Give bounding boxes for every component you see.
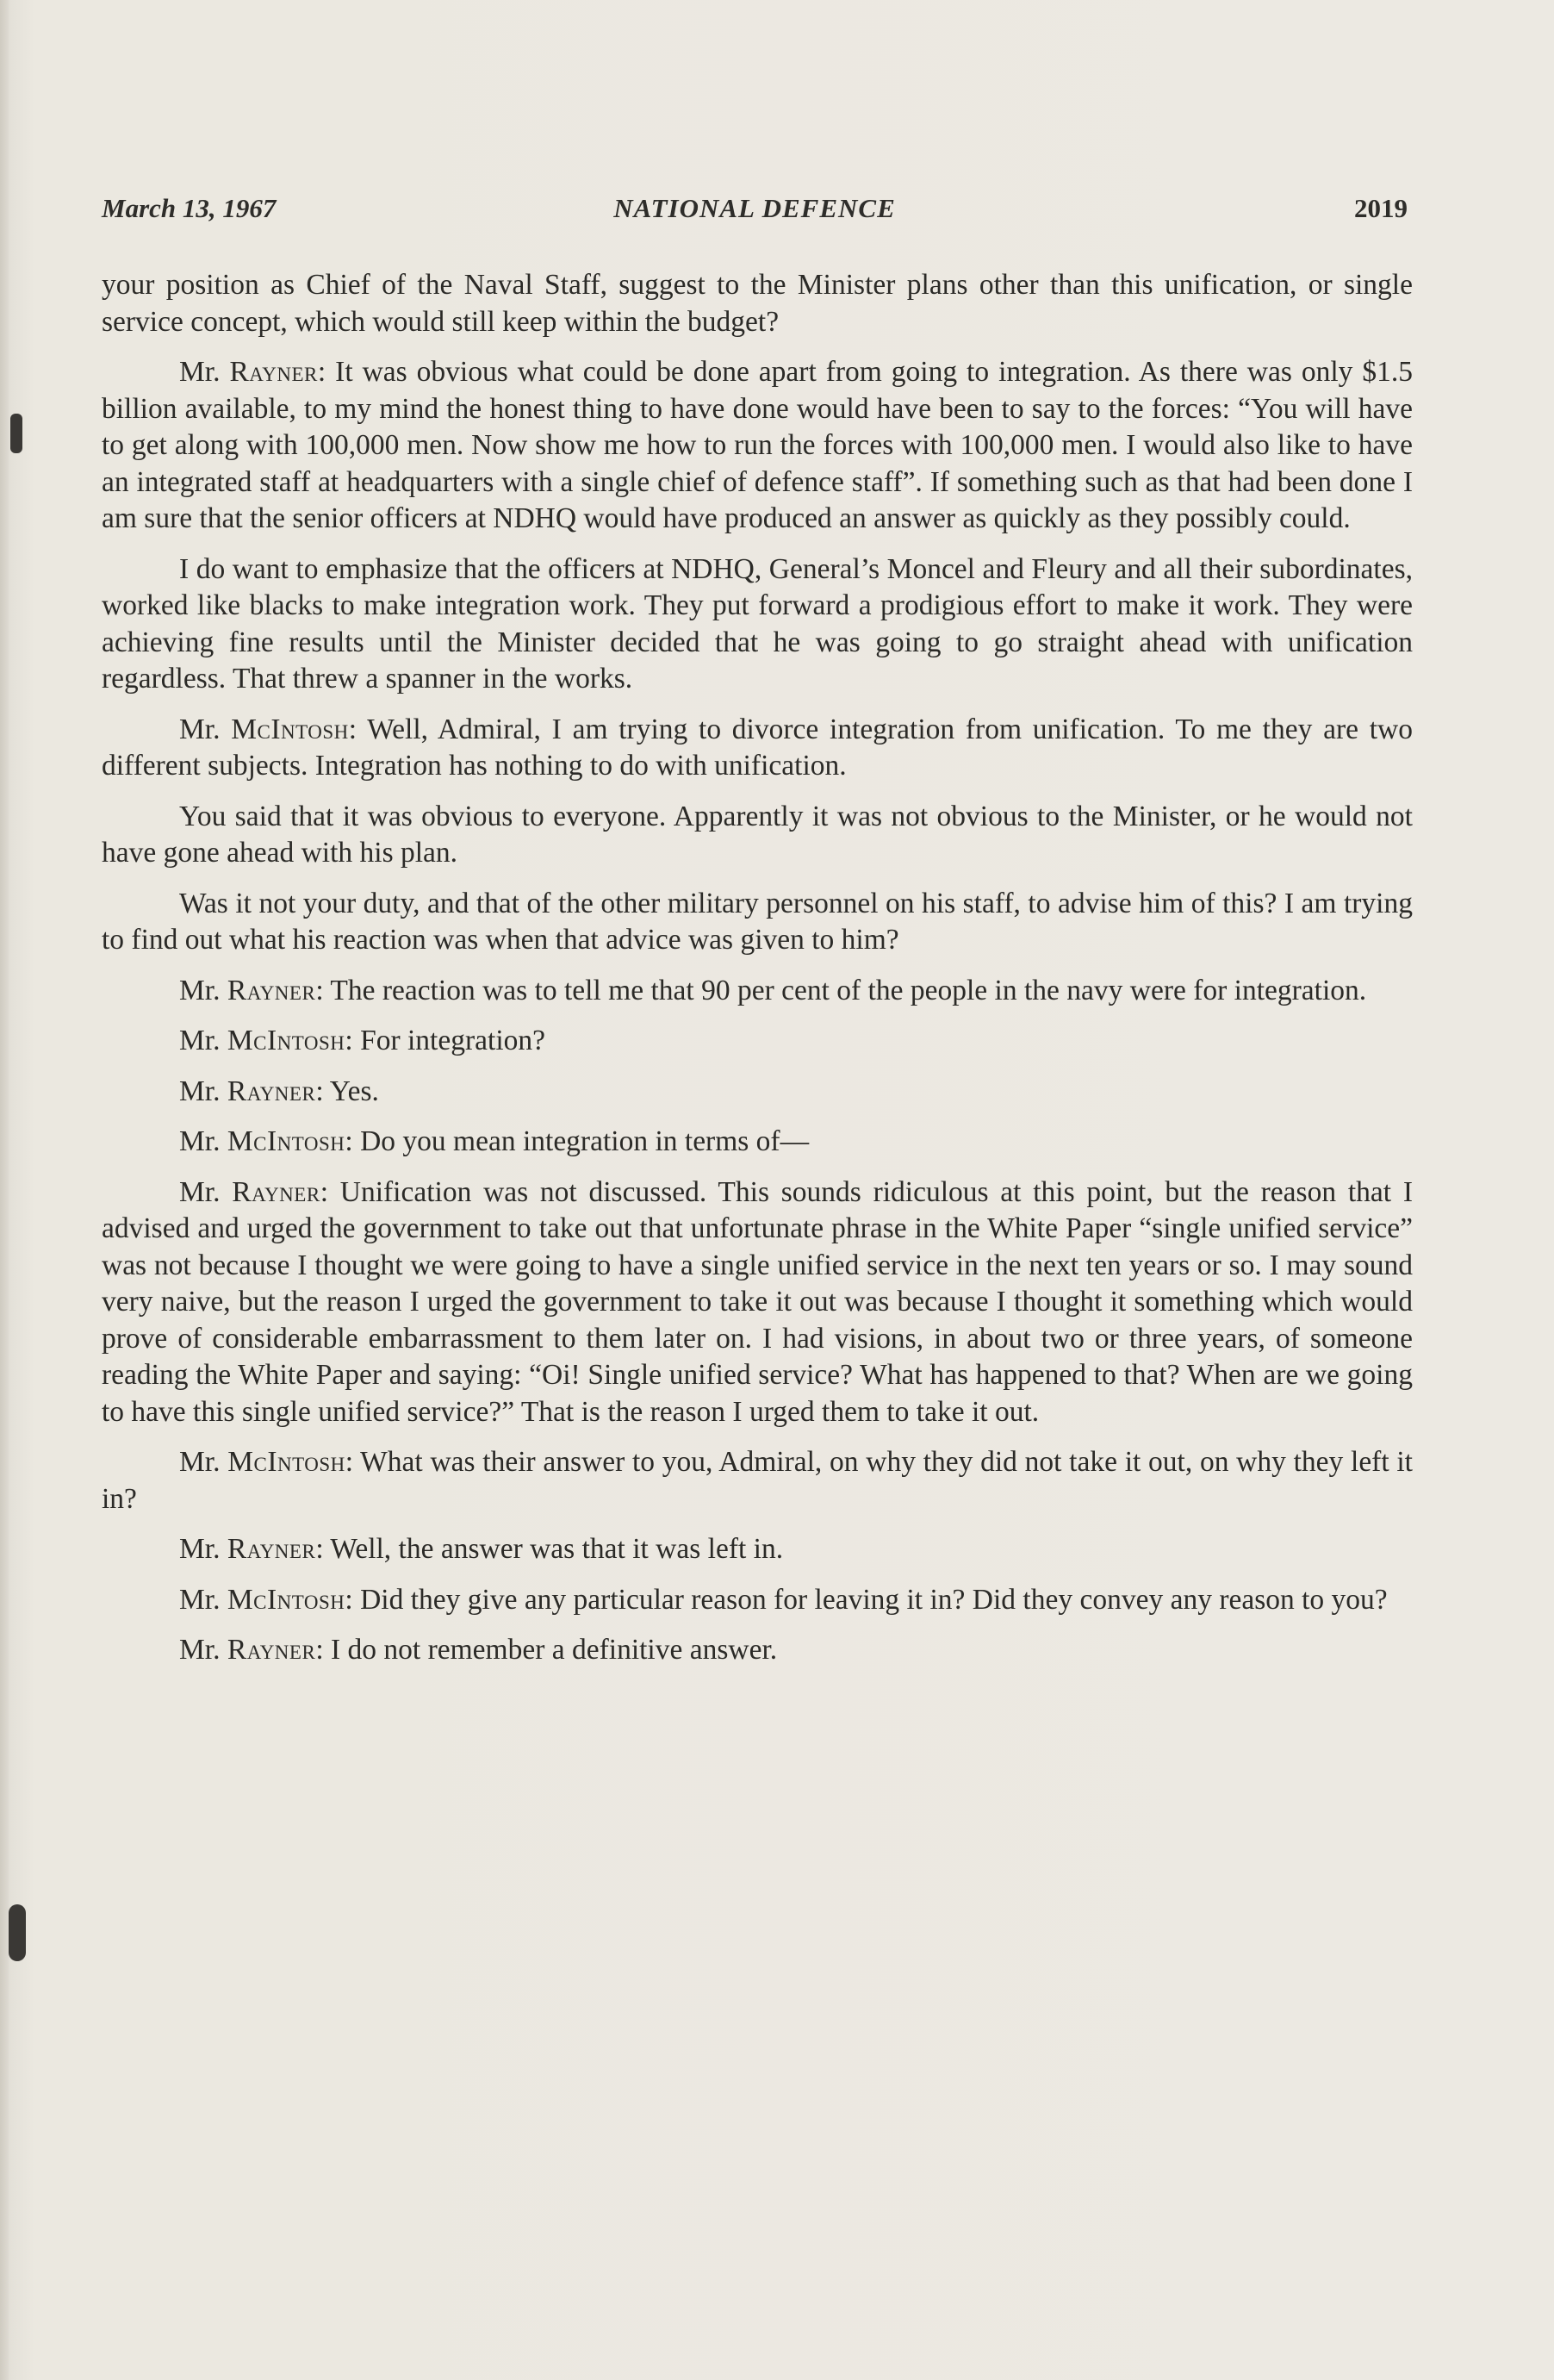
paragraph xyxy=(102,1632,1413,1669)
paragraph xyxy=(102,1444,1413,1517)
paragraph xyxy=(102,1531,1413,1568)
speaker-name: McIntosh xyxy=(227,1583,345,1616)
paragraph-text: : I do not remember a definitive answer. xyxy=(315,1634,778,1666)
speaker-name: Rayner xyxy=(229,356,318,388)
paragraph xyxy=(102,354,1413,538)
speaker-title: Mr. xyxy=(179,713,232,745)
header-title: NATIONAL DEFENCE xyxy=(613,193,896,223)
paragraph-text: I do want to emphasize that the officers at NDHQ, General’s Moncel and Fleury and all their subordinates, worked like blacks to make integration work. They put forward a prodigious effort to make it work. They were achieving fine results until the Minister decided that he was going to go straight ahead with unification regardless. That threw a spanner in the works. xyxy=(102,552,1413,695)
running-head xyxy=(102,193,1408,227)
paragraph-text: : Unification was not discussed. This sounds ridiculous at this point, but the reason that I advised and urged the government to take out that unfortunate phrase in the White Paper “single unified service” was not because I thought we were going to have a single unified service in the next ten years or so. I may sound very naive, but the reason I urged the government to take it out was because I thought it something which would prove of considerable embarrassment to them later on. I had visions, in about two or three years, of someone reading the White Paper and saying: “Oi! Single unified service? What has happened to that? When are we going to have this single unified service?” That is the reason I urged them to take it out. xyxy=(102,1175,1413,1428)
paragraph-text: : Yes. xyxy=(315,1075,379,1107)
paragraph-text: : For integration? xyxy=(345,1025,545,1056)
paragraph-text: : What was their answer to you, Admiral, on why they did not take it out, on why they left it in? xyxy=(102,1446,1413,1515)
speaker-name: Rayner xyxy=(227,1634,316,1666)
paragraph-text: : It was obvious what could be done apart from going to integration. As there was only $1.5 billion available, to my mind the honest thing to have done would have been to say to the forces: “You will have to get along with 100,000 men. Now show me how to run the forces with 100,000 men. I would also like to have an integrated staff at headquarters with a single chief of defence staff”. If something such as that had been done I am sure that the senior officers at NDHQ would have produced an answer as quickly as they possibly could. xyxy=(102,356,1413,534)
speaker-title: Mr. xyxy=(179,1583,227,1616)
speaker-title: Mr. xyxy=(179,356,230,388)
page-number: 2019 xyxy=(1354,193,1408,223)
paragraph xyxy=(102,1124,1413,1161)
paragraph-text: : Do you mean integration in terms of— xyxy=(345,1125,810,1157)
speaker-title: Mr. xyxy=(179,1025,227,1056)
speaker-name: Rayner xyxy=(227,1075,316,1107)
paragraph xyxy=(102,1174,1413,1431)
paragraph-text: : Well, the answer was that it was left in. xyxy=(315,1533,784,1565)
speaker-name: McIntosh xyxy=(227,1446,345,1478)
speaker-title: Mr. xyxy=(179,974,227,1006)
speaker-title: Mr. xyxy=(179,1125,227,1157)
paragraph-text: : The reaction was to tell me that 90 per cent of the people in the navy were for integration. xyxy=(315,974,1367,1006)
paragraph xyxy=(102,1023,1413,1060)
speaker-name: Rayner xyxy=(227,1533,316,1565)
paragraph-text: Was it not your duty, and that of the other military personnel on his staff, to advise him of this? I am trying to find out what his reaction was when that advice was given to him? xyxy=(102,887,1413,956)
speaker-title: Mr. xyxy=(179,1446,228,1478)
speaker-name: McIntosh xyxy=(227,1125,345,1157)
speaker-title: Mr. xyxy=(179,1175,233,1208)
paragraph-text: You said that it was obvious to everyone. Apparently it was not obvious to the Minister, or he would not have gone ahead with his plan. xyxy=(102,800,1413,869)
paragraph xyxy=(102,551,1413,698)
speaker-name: McIntosh xyxy=(227,1025,345,1056)
paragraph xyxy=(102,973,1413,1010)
paragraph xyxy=(102,799,1413,872)
speaker-title: Mr. xyxy=(179,1634,227,1666)
speaker-title: Mr. xyxy=(179,1533,227,1565)
paragraph xyxy=(102,1074,1413,1111)
speaker-name: McIntosh xyxy=(231,713,349,745)
header-date: March 13, 1967 xyxy=(102,193,277,223)
paragraph-text: your position as Chief of the Naval Staff, suggest to the Minister plans other than this unification, or single service concept, which would still keep within the budget? xyxy=(102,269,1413,338)
paragraph xyxy=(102,886,1413,959)
paragraph xyxy=(102,267,1413,340)
speaker-name: Rayner xyxy=(227,974,316,1006)
speaker-title: Mr. xyxy=(179,1075,227,1107)
speaker-name: Rayner xyxy=(232,1175,320,1208)
punch-hole-bottom xyxy=(9,1904,26,1961)
binding-edge xyxy=(0,0,9,2380)
paragraph xyxy=(102,1582,1413,1619)
paragraph-text: : Did they give any particular reason for leaving it in? Did they convey any reason to you? xyxy=(345,1583,1388,1616)
transcript-body xyxy=(102,267,1413,1683)
paragraph-text: : Well, Admiral, I am trying to divorce integration from unification. To me they are two different subjects. Integration has nothing to do with unification. xyxy=(102,713,1413,782)
paragraph xyxy=(102,712,1413,785)
punch-hole-top xyxy=(10,414,22,453)
